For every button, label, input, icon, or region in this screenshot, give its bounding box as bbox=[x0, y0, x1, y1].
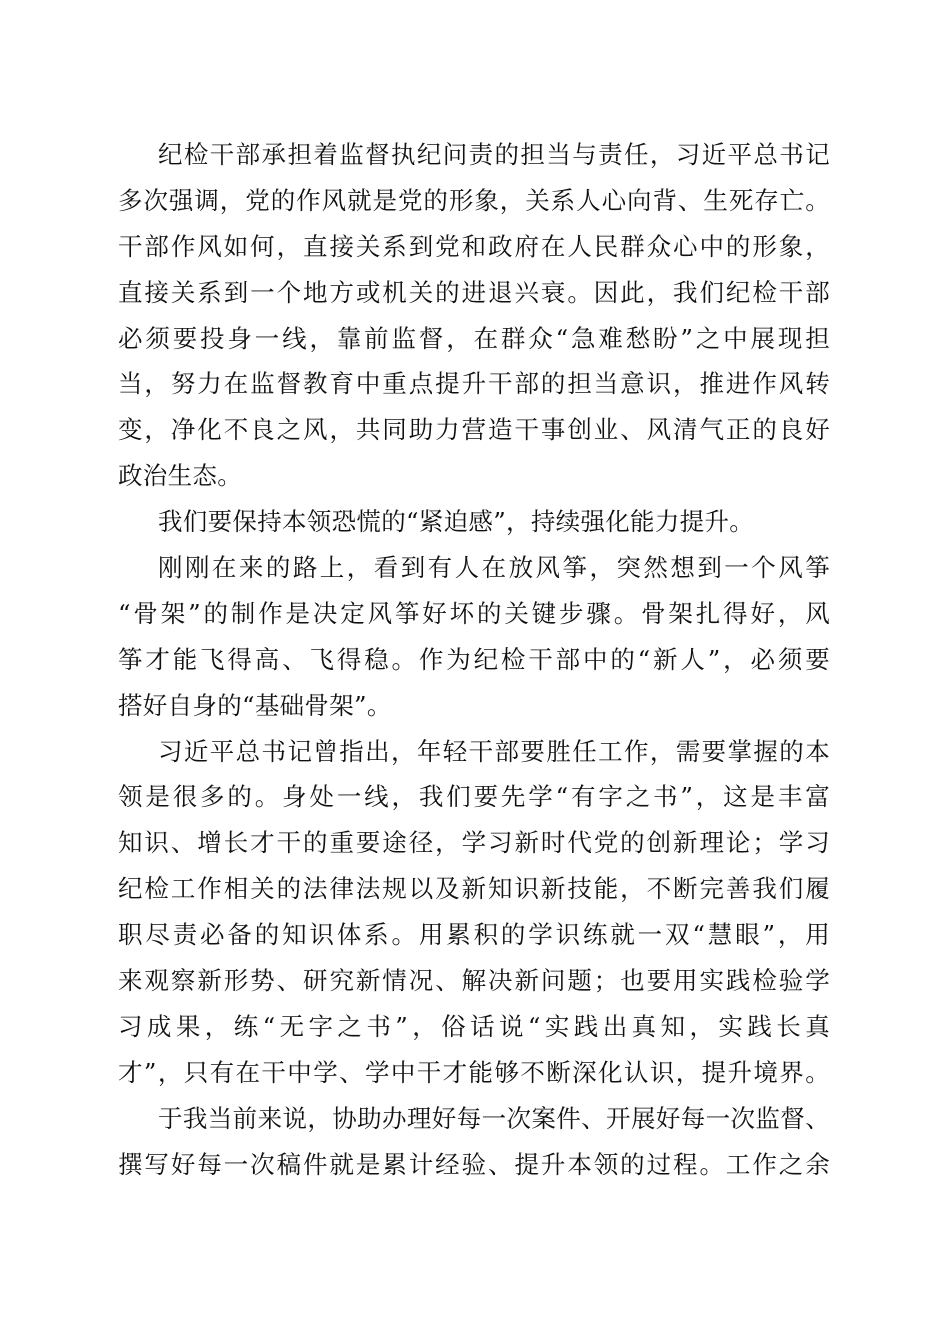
text-line: 必须要投身一线，靠前监督，在群众“急难愁盼”之中展现担 bbox=[118, 323, 830, 353]
text-line: 来观察新形势、研究新情况、解决新问题；也要用实践检验学 bbox=[118, 966, 830, 996]
text-line: 习成果，练“无字之书”，俗话说“实践出真知，实践长真 bbox=[118, 1011, 830, 1041]
text-line: 才”，只有在干中学、学中干才能够不断深化认识，提升境界。 bbox=[118, 1057, 830, 1087]
text-line: 纪检工作相关的法律法规以及新知识新技能，不断完善我们履 bbox=[118, 874, 830, 904]
text-line: 筝才能飞得高、飞得稳。作为纪检干部中的“新人”，必须要 bbox=[118, 644, 830, 674]
text-line: 领是很多的。身处一线，我们要先学“有字之书”，这是丰富 bbox=[118, 782, 830, 812]
text-line: 干部作风如何，直接关系到党和政府在人民群众心中的形象， bbox=[118, 231, 830, 261]
paragraph-4 bbox=[118, 729, 830, 1096]
text-line: 知识、增长才干的重要途径，学习新时代党的创新理论；学习 bbox=[118, 828, 830, 858]
text-line: 刚刚在来的路上，看到有人在放风筝，突然想到一个风筝 bbox=[158, 553, 830, 583]
text-line: 纪检干部承担着监督执纪问责的担当与责任，习近平总书记 bbox=[158, 140, 830, 169]
text-line: “骨架”的制作是决定风筝好坏的关键步骤。骨架扎得好，风 bbox=[118, 598, 830, 628]
text-line: 我们要保持本领恐慌的“紧迫感”，持续强化能力提升。 bbox=[158, 507, 755, 537]
text-line: 职尽责必备的知识体系。用累积的学识练就一双“慧眼”，用 bbox=[118, 920, 830, 950]
text-line: 于我当前来说，协助办理好每一次案件、开展好每一次监督、 bbox=[158, 1103, 830, 1133]
text-line: 搭好自身的“基础骨架”。 bbox=[118, 690, 392, 720]
paragraph-1 bbox=[118, 132, 830, 499]
paragraph-2 bbox=[118, 499, 830, 545]
paragraph-5 bbox=[118, 1096, 830, 1188]
text-line: 习近平总书记曾指出，年轻干部要胜任工作，需要掌握的本 bbox=[158, 736, 830, 766]
text-line: 撰写好每一次稿件就是累计经验、提升本领的过程。工作之余 bbox=[118, 1149, 830, 1179]
text-line: 变，净化不良之风，共同助力营造干事创业、风清气正的良好 bbox=[118, 415, 830, 445]
text-line: 政治生态。 bbox=[118, 461, 242, 491]
text-line: 当，努力在监督教育中重点提升干部的担当意识，推进作风转 bbox=[118, 369, 830, 399]
document-body bbox=[118, 132, 830, 1187]
text-line: 多次强调，党的作风就是党的形象，关系人心向背、生死存亡。 bbox=[118, 185, 830, 215]
paragraph-3 bbox=[118, 545, 830, 729]
text-line: 直接关系到一个地方或机关的进退兴衰。因此，我们纪检干部 bbox=[118, 277, 830, 307]
